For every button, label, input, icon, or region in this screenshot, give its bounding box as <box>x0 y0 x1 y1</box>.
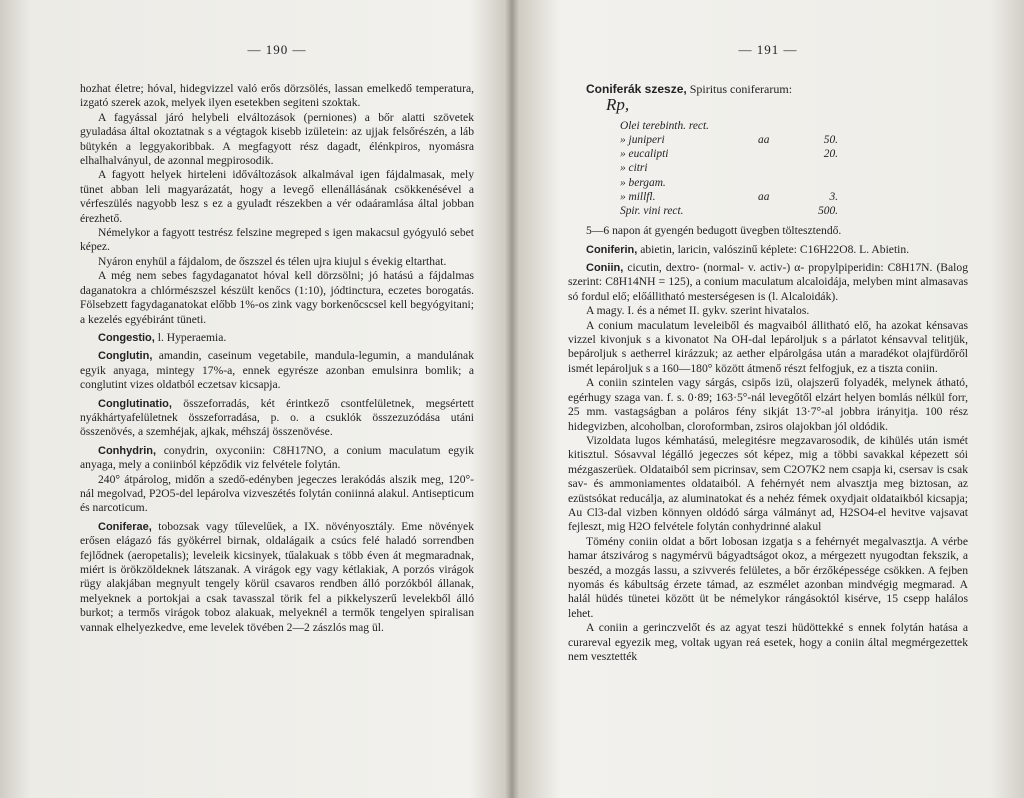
paragraph: hozhat életre; hóval, hidegvizzel való erős dörzsölés, lassan emelkedő temperatura, izgató szerek azok, melyek ilyen esetekben segiteni szoktak. <box>80 82 474 110</box>
paragraph: 5—6 napon át gyengén bedugott üvegben töltesztendő. <box>586 224 842 238</box>
prescription-row: Spir. vini rect. 500. <box>620 205 838 218</box>
dictionary-entry: Coniferin, abietin, laricin, valószinű képlete: C16H22O8. L. Abietin. <box>586 242 910 256</box>
right-page <box>512 0 1024 798</box>
paragraph: Némelykor a fagyott testrész felszine megreped s igen makacsul gyógyuló sebet képez. <box>80 226 474 254</box>
entry-keyword: Conglutinatio, <box>98 397 172 410</box>
left-column <box>80 82 474 635</box>
right-column <box>568 82 968 664</box>
paragraph: A conium maculatum leveleiből és magvaiból állitható elő, ha azokat kénsavas vizzel kivonjuk s a kivonatot Na OH-dal lepároljuk s a párlatot kénsavval telitjük, bepároljuk s aetherrel kirázzuk; az aether elpárolgása után a maradékot olajfürdőről ismét lepároljuk s a 160—180° között átmenő részt felfogjuk, ez a tiszta coniin. <box>568 318 968 375</box>
page-number: — 191 — <box>738 42 798 57</box>
paragraph: A még nem sebes fagydaganatot hóval kell dörzsölni; jó hatású a fájdalmas daganatokra a chlórmészszel készült kenőcs (1:10), jódtinctura, eczetes borogatás. Fölsebzett fagydaganatokat előbb 1%-os zink vagy borkenőcscsel kell begyógyitani; a kezelés egyébiránt tüneti. <box>80 269 474 326</box>
dictionary-entry: Conhydrin, conydrin, oxyconiin: C8H17NO, a conium maculatum egyik anyaga, mely a coniinból képződik viz felvétele folytán. <box>80 443 474 472</box>
paragraph: Tömény coniin oldat a bőrt lobosan izgatja s a fehérnyét megalvasztja. A vérbe hamar átszivárog s nagymérvü bágyadtságot okoz, a mérgezett nyugodtan fekszik, a beszéd, a mozgás lassu, a szivverés felületes, a bőr érzőképessége csökken. A fejben nyomás és kábultság érzete támad, az eszmélet azonban mindvégig megmarad. A halál hüdés tünetei között üt be némelykor rángásoktól kisérve, 15 csepp halálos lehet. <box>568 534 968 620</box>
paragraph: A coniin szintelen vagy sárgás, csipős izü, olajszerű folyadék, melynek átható, egérhugy szaga van. f. s. 0·89; 163·5°-nál levegőtől elzárt helyen bomlás nélkül forr, 25 mm. vastagságban a poláros fény sikját 13·7°-al jobbra irányitja. 100 rész hidegvizben, alcoholban, cloroformban, zsiros olajokban jól oldódik. <box>568 376 968 433</box>
dictionary-entry: Coniferae, tobozsak vagy tűlevelűek, a IX. növényosztály. Eme növények erősen elágazó fás gyökérrel birnak, oldalágaik a csúcs felé haladó sorrendben fejlődnek (aeropetalis); leveleik kicsinyek, tűalakuak s több éven át megmaradnak, miért is örökzöldeknek látszanak. A virágok egy vagy kétlakiak, A porzós virágok rügy alakjában megnyult tengely körül csavaros rendben álló porzókból állanak, melyeknek a portokjai a csak tavasszal törik fel a pikkelyszerű levelekből álló burkot; a termős virágok toboz alakuak, melyeknél a termők tengelyen spiralisan vannak elhelyezkedve, eme levelek tövében 2—2 zászlós mag ül. <box>80 519 474 634</box>
prescription-row: » eucalipti 20. <box>620 148 838 161</box>
prescription-row: » millfl. aa 3. <box>620 190 838 203</box>
prescription-list <box>568 119 968 218</box>
entry-keyword: Coniferin, <box>586 243 638 256</box>
entry-keyword: Congestio, <box>98 331 155 344</box>
dictionary-entry: Congestio, l. Hyperaemia. <box>98 330 227 344</box>
recipe-symbol: Rp, <box>606 95 630 115</box>
paragraph: A fagyott helyek hirteleni időváltozások alkalmával igen fájdalmasak, mely tünet abban leli magyarázatát, hogy a levegő ellenállásának csökkenésével a vérfeszülés nagyobb lesz s ez a gyuladt részekben a vér odaáramlása által jobban érezhető. <box>80 168 474 225</box>
entry-heading: Coniferák szesze, Spiritus coniferarum: <box>586 82 793 96</box>
page-number: — 190 — <box>247 42 307 57</box>
entry-keyword: Conhydrin, <box>98 444 157 457</box>
paragraph: A magy. I. és a német II. gykv. szerint hivatalos. <box>586 304 810 318</box>
dictionary-entry: Coniin, cicutin, dextro- (normal- v. activ-) α- propylpiperidin: C8H17N. (Balog szerint: C8H14NH = 125), a conium maculatum alcaloidája, melyben mint almasavas só fordul elő; előállitható mesterségesen is (l. Alcaloidák). <box>568 261 968 303</box>
paragraph: A coniin a gerinczvelőt és az agyat teszi hüdöttekké s ennek folytán hatása a curareval egyezik meg, voltak ugyan reá esetek, hogy a coniin által megmérgezettek nem vesztették <box>568 621 968 664</box>
prescription-row: » bergam. <box>620 176 666 189</box>
paragraph: A fagyással járó helybeli elváltozások (perniones) a bőr alatti szövetek gyuladása által okoztatnak s a végtagok kisebb izületein: az ujjak felsőrészén, a láb bütykén a leggyakoribbak. A megfagyott rész dagadt, élénkpiros, nyomásra elhalhalványul, de azonnal megpirosodik. <box>80 110 474 168</box>
entry-keyword: Coniin, <box>586 262 624 275</box>
paragraph: Vizoldata lugos kémhatású, melegitésre megzavarosodik, de kihülés után ismét kitisztul. Sósavval légálló jegeczes sót képez, mig a többi savakkal képezett sói mézgaszerüek. Oldataiból sem picrinsav, sem C2O7K2 nem csapja ki, csersav is csak sav- és ammoniamentes oldataiból. A fehérnyét nem alvasztja meg biztosan, az ezüstsókat reducálja, az aluminatokat és a nehéz fémek oxydjait oldataikból kicsapja; Au Cl3-dal vizben könnyen oldódó sárga válmányt ad, H2SO4-el hevitve vajsavat fejleszt, mig H2O felvétele folytán conhydrinné alakul <box>568 433 968 534</box>
paragraph: 240° átpárolog, midőn a szedő-edényben jegeczes lerakódás alszik meg, 120°-nál megolvad, P2O5-del lepárolva vizveszétés folytán coniinná alakul. Antisepticum és narcoticum. <box>80 472 474 515</box>
paragraph: Nyáron enyhül a fájdalom, de őszszel és télen ujra kiujul s évekig eltarthat. <box>98 254 447 268</box>
prescription-row: » juniperi aa 50. <box>620 134 838 147</box>
prescription-row: » citri <box>620 162 648 175</box>
entry-keyword: Conglutin, <box>98 350 153 363</box>
dictionary-entry: Conglutinatio, összeforradás, két érintkező csontfelületnek, megsértett nyákhártyafelületnek összeforradása, p. o. a csuklók összezuzódása utáni összenövés, a szemhéjak, ajkak, méhszáj összenövése. <box>80 396 474 439</box>
prescription-row: Olei terebinth. rect. <box>620 119 709 132</box>
dictionary-entry: Conglutin, amandin, caseinum vegetabile, mandula-legumin, a mandulának egyik anyaga, mintegy 17%-a, ennek egyrésze azonban emulsinra bomlik; a conglutint vizes oldatból eczetsav kicsapja. <box>80 349 474 392</box>
entry-keyword: Coniferae, <box>98 520 152 533</box>
